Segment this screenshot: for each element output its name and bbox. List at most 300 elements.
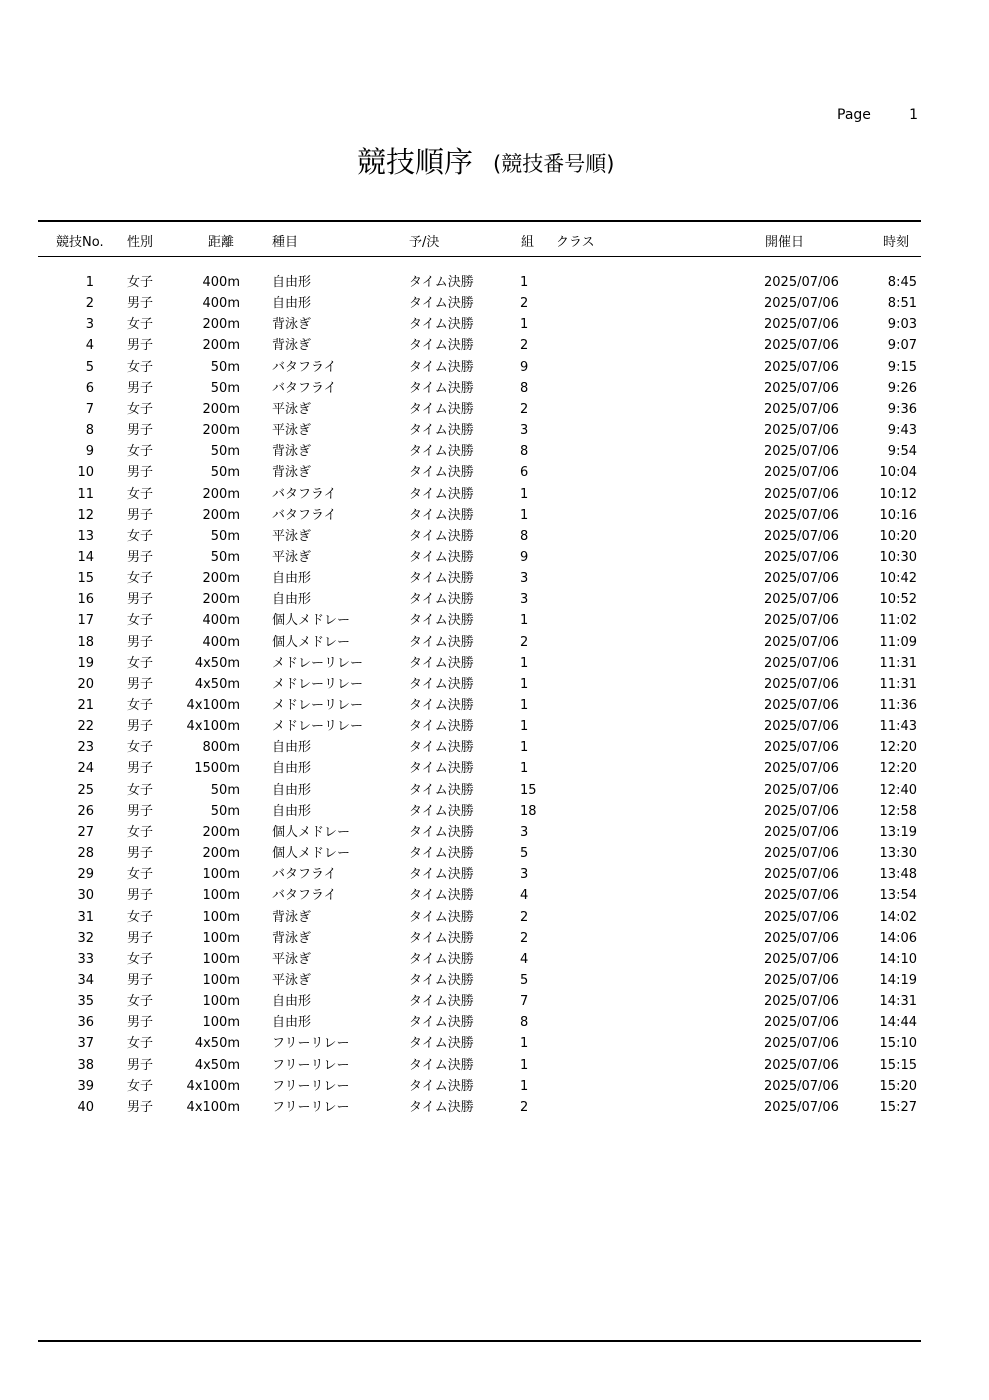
event-name-cell: メドレーリレー	[272, 719, 364, 735]
distance-cell: 200m	[202, 592, 240, 608]
sex-cell: 男子	[127, 846, 154, 862]
distance-cell: 4x100m	[186, 698, 240, 713]
round-type-cell: タイム決勝	[409, 867, 474, 883]
event-number-cell: 5	[85, 359, 94, 375]
round-type-cell: タイム決勝	[409, 1057, 474, 1073]
start-time-cell: 9:03	[887, 317, 917, 333]
event-number-cell: 35	[77, 994, 94, 1010]
date-cell: 2025/07/06	[764, 613, 839, 629]
date-cell: 2025/07/06	[764, 549, 839, 565]
date-cell: 2025/07/06	[764, 782, 839, 798]
start-time-cell: 12:58	[879, 803, 917, 819]
event-name-cell: 自由形	[272, 782, 312, 798]
start-time-cell: 9:26	[887, 380, 917, 396]
round-type-cell: タイム決勝	[409, 465, 474, 481]
distance-cell: 4x100m	[186, 1078, 240, 1094]
table-row	[0, 1055, 989, 1076]
group-count-cell: 2	[520, 338, 529, 354]
group-count-cell: 9	[520, 359, 529, 375]
start-time-cell: 13:30	[879, 846, 917, 862]
group-count-cell: 1	[520, 275, 529, 290]
round-type-cell: タイム決勝	[409, 676, 474, 692]
group-count-cell: 2	[520, 401, 529, 417]
sex-cell: 男子	[127, 507, 154, 523]
distance-cell: 400m	[202, 634, 240, 650]
event-name-cell: バタフライ	[272, 486, 337, 502]
event-number-cell: 30	[77, 888, 94, 904]
sex-cell: 男子	[127, 930, 154, 946]
round-type-cell: タイム決勝	[409, 634, 474, 650]
sex-cell: 男子	[127, 888, 154, 904]
date-cell: 2025/07/06	[764, 486, 839, 502]
sex-cell: 女子	[127, 951, 154, 967]
table-row	[0, 314, 989, 335]
table-row	[0, 737, 989, 758]
date-cell: 2025/07/06	[764, 951, 839, 967]
event-name-cell: 背泳ぎ	[272, 338, 312, 354]
start-time-cell: 15:15	[879, 1057, 917, 1073]
sex-cell: 男子	[127, 338, 154, 354]
group-count-cell: 1	[520, 698, 529, 713]
event-number-cell: 26	[77, 803, 94, 819]
round-type-cell: タイム決勝	[409, 782, 474, 798]
date-cell: 2025/07/06	[764, 507, 839, 523]
event-number-cell: 18	[77, 634, 94, 650]
table-row	[0, 568, 989, 589]
distance-cell: 50m	[210, 465, 240, 481]
event-name-cell: 個人メドレー	[272, 846, 351, 862]
sex-cell: 女子	[127, 401, 154, 417]
group-count-cell: 1	[520, 655, 529, 671]
event-number-cell: 2	[85, 296, 94, 312]
group-count-cell: 1	[520, 1057, 529, 1073]
sex-cell: 女子	[127, 359, 154, 375]
date-cell: 2025/07/06	[764, 740, 839, 756]
event-number-cell: 12	[77, 507, 94, 523]
start-time-cell: 10:04	[879, 465, 917, 481]
event-name-cell: 平泳ぎ	[272, 951, 312, 967]
start-time-cell: 12:40	[879, 782, 917, 798]
group-count-cell: 6	[520, 465, 529, 481]
group-count-cell: 9	[520, 549, 529, 565]
header-sex: 性別	[127, 235, 154, 250]
event-name-cell: バタフライ	[272, 888, 337, 904]
round-type-cell: タイム決勝	[409, 549, 474, 565]
event-name-cell: フリーリレー	[272, 1099, 350, 1115]
round-type-cell: タイム決勝	[409, 930, 474, 946]
date-cell: 2025/07/06	[764, 972, 839, 988]
sex-cell: 女子	[127, 994, 154, 1010]
event-name-cell: 自由形	[272, 803, 312, 819]
sex-cell: 男子	[127, 1015, 154, 1031]
distance-cell: 4x100m	[186, 1099, 240, 1115]
sex-cell: 男子	[127, 761, 154, 777]
table-row	[0, 885, 989, 906]
event-name-cell: フリーリレー	[272, 1036, 350, 1052]
distance-cell: 4x100m	[186, 719, 240, 735]
start-time-cell: 9:54	[887, 444, 917, 460]
event-name-cell: バタフライ	[272, 507, 337, 523]
round-type-cell: タイム決勝	[409, 1078, 474, 1094]
date-cell: 2025/07/06	[764, 338, 839, 354]
bottom-rule	[38, 1340, 921, 1342]
event-number-cell: 14	[77, 549, 94, 565]
start-time-cell: 11:09	[879, 634, 917, 650]
distance-cell: 50m	[210, 444, 240, 460]
group-count-cell: 1	[520, 507, 529, 523]
start-time-cell: 14:02	[879, 909, 917, 925]
event-name-cell: 背泳ぎ	[272, 317, 312, 333]
date-cell: 2025/07/06	[764, 1099, 839, 1115]
distance-cell: 400m	[202, 296, 240, 312]
date-cell: 2025/07/06	[764, 846, 839, 862]
round-type-cell: タイム決勝	[409, 486, 474, 502]
header-no: 競技No.	[56, 235, 104, 250]
group-count-cell: 3	[520, 824, 529, 840]
event-number-cell: 9	[85, 444, 94, 460]
event-number-cell: 33	[77, 951, 94, 967]
distance-cell: 200m	[202, 423, 240, 439]
distance-cell: 4x50m	[194, 676, 240, 692]
table-row	[0, 335, 989, 356]
event-number-cell: 16	[77, 592, 94, 608]
distance-cell: 100m	[202, 951, 240, 967]
header-time: 時刻	[883, 235, 910, 250]
round-type-cell: タイム決勝	[409, 401, 474, 417]
date-cell: 2025/07/06	[764, 676, 839, 692]
sex-cell: 男子	[127, 296, 154, 312]
sex-cell: 女子	[127, 867, 154, 883]
distance-cell: 200m	[202, 507, 240, 523]
distance-cell: 100m	[202, 994, 240, 1010]
group-count-cell: 1	[520, 740, 529, 756]
group-count-cell: 3	[520, 592, 529, 608]
page-number: 1	[909, 107, 918, 123]
table-row	[0, 1012, 989, 1033]
sex-cell: 男子	[127, 1099, 154, 1115]
start-time-cell: 14:19	[879, 972, 917, 988]
sex-cell: 男子	[127, 676, 154, 692]
event-name-cell: メドレーリレー	[272, 676, 364, 692]
round-type-cell: タイム決勝	[409, 846, 474, 862]
start-time-cell: 10:52	[879, 592, 917, 608]
event-number-cell: 6	[85, 380, 94, 396]
round-type-cell: タイム決勝	[409, 719, 474, 735]
distance-cell: 200m	[202, 571, 240, 587]
group-count-cell: 2	[520, 296, 529, 312]
group-count-cell: 8	[520, 444, 529, 460]
round-type-cell: タイム決勝	[409, 824, 474, 840]
distance-cell: 100m	[202, 909, 240, 925]
event-name-cell: メドレーリレー	[272, 698, 364, 713]
distance-cell: 400m	[202, 613, 240, 629]
start-time-cell: 9:43	[887, 423, 917, 439]
event-name-cell: フリーリレー	[272, 1057, 350, 1073]
event-name-cell: 個人メドレー	[272, 613, 351, 629]
round-type-cell: タイム決勝	[409, 359, 474, 375]
event-name-cell: フリーリレー	[272, 1078, 350, 1094]
sex-cell: 男子	[127, 549, 154, 565]
sex-cell: 女子	[127, 1036, 154, 1052]
group-count-cell: 2	[520, 909, 529, 925]
table-row	[0, 399, 989, 420]
sex-cell: 男子	[127, 380, 154, 396]
distance-cell: 200m	[202, 401, 240, 417]
table-row	[0, 843, 989, 864]
date-cell: 2025/07/06	[764, 592, 839, 608]
table-row	[0, 907, 989, 928]
event-number-cell: 36	[77, 1015, 94, 1031]
date-cell: 2025/07/06	[764, 698, 839, 713]
round-type-cell: タイム決勝	[409, 380, 474, 396]
sex-cell: 男子	[127, 592, 154, 608]
table-row	[0, 822, 989, 843]
date-cell: 2025/07/06	[764, 359, 839, 375]
group-count-cell: 4	[520, 888, 529, 904]
round-type-cell: タイム決勝	[409, 1099, 474, 1115]
group-count-cell: 2	[520, 634, 529, 650]
date-cell: 2025/07/06	[764, 930, 839, 946]
distance-cell: 400m	[202, 275, 240, 290]
event-name-cell: 背泳ぎ	[272, 930, 312, 946]
date-cell: 2025/07/06	[764, 1015, 839, 1031]
distance-cell: 200m	[202, 824, 240, 840]
event-name-cell: 背泳ぎ	[272, 465, 312, 481]
distance-cell: 100m	[202, 1015, 240, 1031]
group-count-cell: 3	[520, 571, 529, 587]
sex-cell: 男子	[127, 1057, 154, 1073]
start-time-cell: 14:10	[879, 951, 917, 967]
group-count-cell: 1	[520, 761, 529, 777]
distance-cell: 200m	[202, 846, 240, 862]
round-type-cell: タイム決勝	[409, 592, 474, 608]
round-type-cell: タイム決勝	[409, 655, 474, 671]
table-row	[0, 864, 989, 885]
start-time-cell: 11:31	[879, 676, 917, 692]
page-label: Page	[837, 107, 871, 123]
event-name-cell: 自由形	[272, 761, 312, 777]
round-type-cell: タイム決勝	[409, 761, 474, 777]
distance-cell: 800m	[202, 740, 240, 756]
distance-cell: 50m	[210, 803, 240, 819]
event-name-cell: 自由形	[272, 592, 312, 608]
sex-cell: 女子	[127, 317, 154, 333]
event-number-cell: 21	[77, 698, 94, 713]
round-type-cell: タイム決勝	[409, 423, 474, 439]
distance-cell: 100m	[202, 888, 240, 904]
group-count-cell: 1	[520, 613, 529, 629]
group-count-cell: 2	[520, 1099, 529, 1115]
distance-cell: 50m	[210, 380, 240, 396]
event-number-cell: 39	[77, 1078, 94, 1094]
distance-cell: 50m	[210, 782, 240, 798]
start-time-cell: 8:51	[887, 296, 917, 312]
round-type-cell: タイム決勝	[409, 275, 474, 290]
distance-cell: 100m	[202, 930, 240, 946]
table-row	[0, 716, 989, 737]
start-time-cell: 12:20	[879, 761, 917, 777]
event-number-cell: 4	[85, 338, 94, 354]
sex-cell: 男子	[127, 465, 154, 481]
header-rule	[38, 256, 921, 257]
event-number-cell: 23	[77, 740, 94, 756]
header-group: 組	[521, 235, 535, 250]
start-time-cell: 15:20	[879, 1078, 917, 1094]
sex-cell: 女子	[127, 528, 154, 544]
table-row	[0, 505, 989, 526]
group-count-cell: 1	[520, 719, 529, 735]
event-number-cell: 25	[77, 782, 94, 798]
round-type-cell: タイム決勝	[409, 528, 474, 544]
event-number-cell: 34	[77, 972, 94, 988]
table-row	[0, 1033, 989, 1054]
table-row	[0, 695, 989, 716]
group-count-cell: 8	[520, 528, 529, 544]
date-cell: 2025/07/06	[764, 1057, 839, 1073]
event-name-cell: 個人メドレー	[272, 824, 351, 840]
date-cell: 2025/07/06	[764, 1036, 839, 1052]
header-event: 種目	[272, 235, 299, 250]
start-time-cell: 9:36	[887, 401, 917, 417]
start-time-cell: 14:31	[879, 994, 917, 1010]
table-row	[0, 1097, 989, 1118]
start-time-cell: 10:16	[879, 507, 917, 523]
event-number-cell: 31	[77, 909, 94, 925]
table-row	[0, 928, 989, 949]
date-cell: 2025/07/06	[764, 994, 839, 1010]
event-number-cell: 11	[77, 486, 94, 502]
table-row	[0, 293, 989, 314]
table-row	[0, 484, 989, 505]
event-number-cell: 15	[77, 571, 94, 587]
start-time-cell: 14:06	[879, 930, 917, 946]
group-count-cell: 2	[520, 930, 529, 946]
group-count-cell: 7	[520, 994, 529, 1010]
round-type-cell: タイム決勝	[409, 296, 474, 312]
event-number-cell: 40	[77, 1099, 94, 1115]
start-time-cell: 9:07	[887, 338, 917, 354]
header-distance: 距離	[208, 235, 235, 250]
event-name-cell: 平泳ぎ	[272, 401, 312, 417]
date-cell: 2025/07/06	[764, 275, 839, 290]
event-name-cell: 自由形	[272, 740, 312, 756]
start-time-cell: 15:10	[879, 1036, 917, 1052]
event-number-cell: 7	[85, 401, 94, 417]
date-cell: 2025/07/06	[764, 1078, 839, 1094]
event-number-cell: 13	[77, 528, 94, 544]
group-count-cell: 4	[520, 951, 529, 967]
distance-cell: 200m	[202, 338, 240, 354]
event-name-cell: 平泳ぎ	[272, 549, 312, 565]
start-time-cell: 13:48	[879, 867, 917, 883]
sex-cell: 女子	[127, 444, 154, 460]
event-name-cell: 自由形	[272, 1015, 312, 1031]
event-number-cell: 1	[85, 275, 94, 290]
start-time-cell: 11:31	[879, 655, 917, 671]
table-row	[0, 420, 989, 441]
round-type-cell: タイム決勝	[409, 994, 474, 1010]
group-count-cell: 1	[520, 1036, 529, 1052]
table-row	[0, 970, 989, 991]
round-type-cell: タイム決勝	[409, 1036, 474, 1052]
start-time-cell: 11:43	[879, 719, 917, 735]
event-name-cell: 平泳ぎ	[272, 972, 312, 988]
round-type-cell: タイム決勝	[409, 909, 474, 925]
sex-cell: 女子	[127, 571, 154, 587]
date-cell: 2025/07/06	[764, 867, 839, 883]
group-count-cell: 1	[520, 676, 529, 692]
distance-cell: 100m	[202, 972, 240, 988]
distance-cell: 200m	[202, 486, 240, 502]
group-count-cell: 1	[520, 317, 529, 333]
sex-cell: 女子	[127, 909, 154, 925]
start-time-cell: 10:20	[879, 528, 917, 544]
event-name-cell: バタフライ	[272, 867, 337, 883]
date-cell: 2025/07/06	[764, 296, 839, 312]
event-name-cell: 自由形	[272, 994, 312, 1010]
date-cell: 2025/07/06	[764, 317, 839, 333]
date-cell: 2025/07/06	[764, 571, 839, 587]
header-class: クラス	[556, 235, 595, 250]
table-row	[0, 357, 989, 378]
sex-cell: 男子	[127, 803, 154, 819]
date-cell: 2025/07/06	[764, 423, 839, 439]
round-type-cell: タイム決勝	[409, 972, 474, 988]
event-name-cell: 背泳ぎ	[272, 909, 312, 925]
group-count-cell: 18	[520, 803, 537, 819]
event-name-cell: 自由形	[272, 296, 312, 312]
round-type-cell: タイム決勝	[409, 613, 474, 629]
table-row	[0, 949, 989, 970]
distance-cell: 50m	[210, 528, 240, 544]
table-row	[0, 758, 989, 779]
group-count-cell: 3	[520, 867, 529, 883]
sex-cell: 女子	[127, 782, 154, 798]
event-name-cell: バタフライ	[272, 380, 337, 396]
event-name-cell: メドレーリレー	[272, 655, 364, 671]
distance-cell: 50m	[210, 359, 240, 375]
event-name-cell: 自由形	[272, 275, 312, 290]
sex-cell: 女子	[127, 740, 154, 756]
start-time-cell: 10:42	[879, 571, 917, 587]
page-title: 競技順序	[357, 145, 474, 179]
page-subtitle: (競技番号順)	[493, 152, 615, 176]
group-count-cell: 1	[520, 1078, 529, 1094]
event-number-cell: 27	[77, 824, 94, 840]
start-time-cell: 15:27	[879, 1099, 917, 1115]
event-number-cell: 22	[77, 719, 94, 735]
table-row	[0, 653, 989, 674]
event-number-cell: 3	[85, 317, 94, 333]
sex-cell: 男子	[127, 972, 154, 988]
start-time-cell: 13:54	[879, 888, 917, 904]
event-name-cell: 背泳ぎ	[272, 444, 312, 460]
date-cell: 2025/07/06	[764, 909, 839, 925]
group-count-cell: 1	[520, 486, 529, 502]
date-cell: 2025/07/06	[764, 719, 839, 735]
event-number-cell: 29	[77, 867, 94, 883]
group-count-cell: 8	[520, 1015, 529, 1031]
event-number-cell: 28	[77, 846, 94, 862]
distance-cell: 1500m	[194, 761, 240, 777]
round-type-cell: タイム決勝	[409, 803, 474, 819]
date-cell: 2025/07/06	[764, 465, 839, 481]
round-type-cell: タイム決勝	[409, 338, 474, 354]
table-row	[0, 462, 989, 483]
table-row	[0, 610, 989, 631]
sex-cell: 男子	[127, 634, 154, 650]
event-number-cell: 8	[85, 423, 94, 439]
